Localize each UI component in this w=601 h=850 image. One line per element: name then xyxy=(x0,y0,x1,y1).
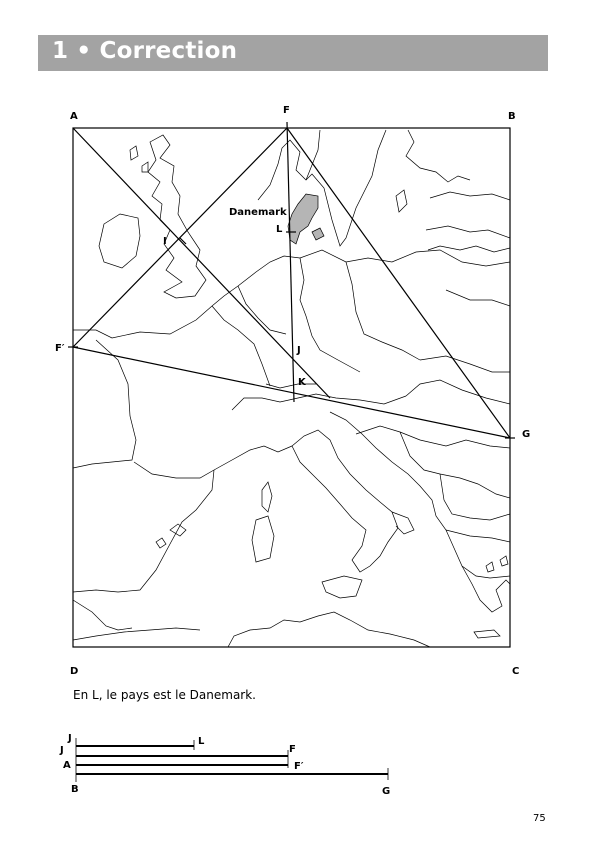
mediterranean-coast xyxy=(214,446,292,470)
island-outline xyxy=(474,630,500,638)
label-d: D xyxy=(70,666,79,677)
danish-island xyxy=(312,228,324,240)
italy-heel xyxy=(392,512,414,534)
sicily-outline xyxy=(322,576,362,598)
north-africa-coast xyxy=(73,628,200,640)
balkan-border xyxy=(446,530,510,542)
segment-label-j-left: J xyxy=(60,745,64,756)
sardinia-outline xyxy=(252,516,274,562)
border-line xyxy=(134,462,214,478)
page-title: 1 • Correction xyxy=(52,38,238,64)
greece-outline xyxy=(462,566,510,612)
label-f-prime: F′ xyxy=(55,343,65,354)
label-k: K xyxy=(298,377,306,388)
baltic-border xyxy=(428,246,510,252)
island-outline xyxy=(486,562,494,572)
map-frame xyxy=(73,128,510,647)
finland-outline xyxy=(406,130,470,182)
segment-label-a: A xyxy=(63,760,71,771)
segment-label-f-prime: F′ xyxy=(294,761,304,772)
vertical-line-f xyxy=(287,122,294,402)
border-line xyxy=(300,258,360,372)
estonia-outline xyxy=(430,192,510,200)
border-line xyxy=(346,262,420,360)
label-g: G xyxy=(522,429,531,440)
label-b: B xyxy=(508,111,516,122)
segment-label-g: G xyxy=(382,786,391,797)
country-label-denmark: Danemark xyxy=(229,207,287,218)
border-line xyxy=(266,384,316,388)
map-borders xyxy=(73,130,510,647)
balkan-border xyxy=(440,474,510,520)
border-line xyxy=(212,306,270,386)
ireland-outline xyxy=(99,214,140,268)
corsica-outline xyxy=(262,482,272,512)
border-line xyxy=(406,380,510,404)
atlantic-coast xyxy=(73,340,136,468)
diagonal-line xyxy=(73,128,330,398)
denmark-shape xyxy=(288,194,318,244)
baltic-border xyxy=(426,226,510,238)
label-a: A xyxy=(70,111,78,122)
north-africa-coast xyxy=(228,612,430,647)
line-f-prime-g xyxy=(73,347,510,438)
caption-text: En L, le pays est le Danemark. xyxy=(73,688,256,702)
gotland-outline xyxy=(396,190,407,212)
label-j: J xyxy=(297,345,301,356)
segment-label-f: F xyxy=(289,744,296,755)
line-f-g xyxy=(287,128,510,438)
construction-lines xyxy=(68,122,515,438)
segment-label-b: B xyxy=(71,784,79,795)
island-outline xyxy=(130,146,138,160)
label-c: C xyxy=(512,666,520,677)
segment-label-j-top: J xyxy=(68,733,72,744)
island-outline xyxy=(142,162,148,172)
border-line xyxy=(446,290,510,306)
label-i: I xyxy=(163,236,167,247)
page-number: 75 xyxy=(533,813,546,824)
label-f: F xyxy=(283,105,290,116)
norway-sweden-border xyxy=(306,130,320,180)
balkan-border xyxy=(356,426,510,448)
italy-outline xyxy=(292,430,398,572)
border-line xyxy=(420,356,510,372)
island-outline xyxy=(156,538,166,548)
iberia-coast xyxy=(73,470,214,592)
island-outline xyxy=(500,556,508,566)
segment-label-l: L xyxy=(198,736,205,747)
segment-diagram xyxy=(76,738,388,782)
label-l: L xyxy=(276,224,283,235)
border-line xyxy=(232,394,406,410)
iberia-coast xyxy=(73,600,132,630)
balkan-border xyxy=(400,432,510,498)
